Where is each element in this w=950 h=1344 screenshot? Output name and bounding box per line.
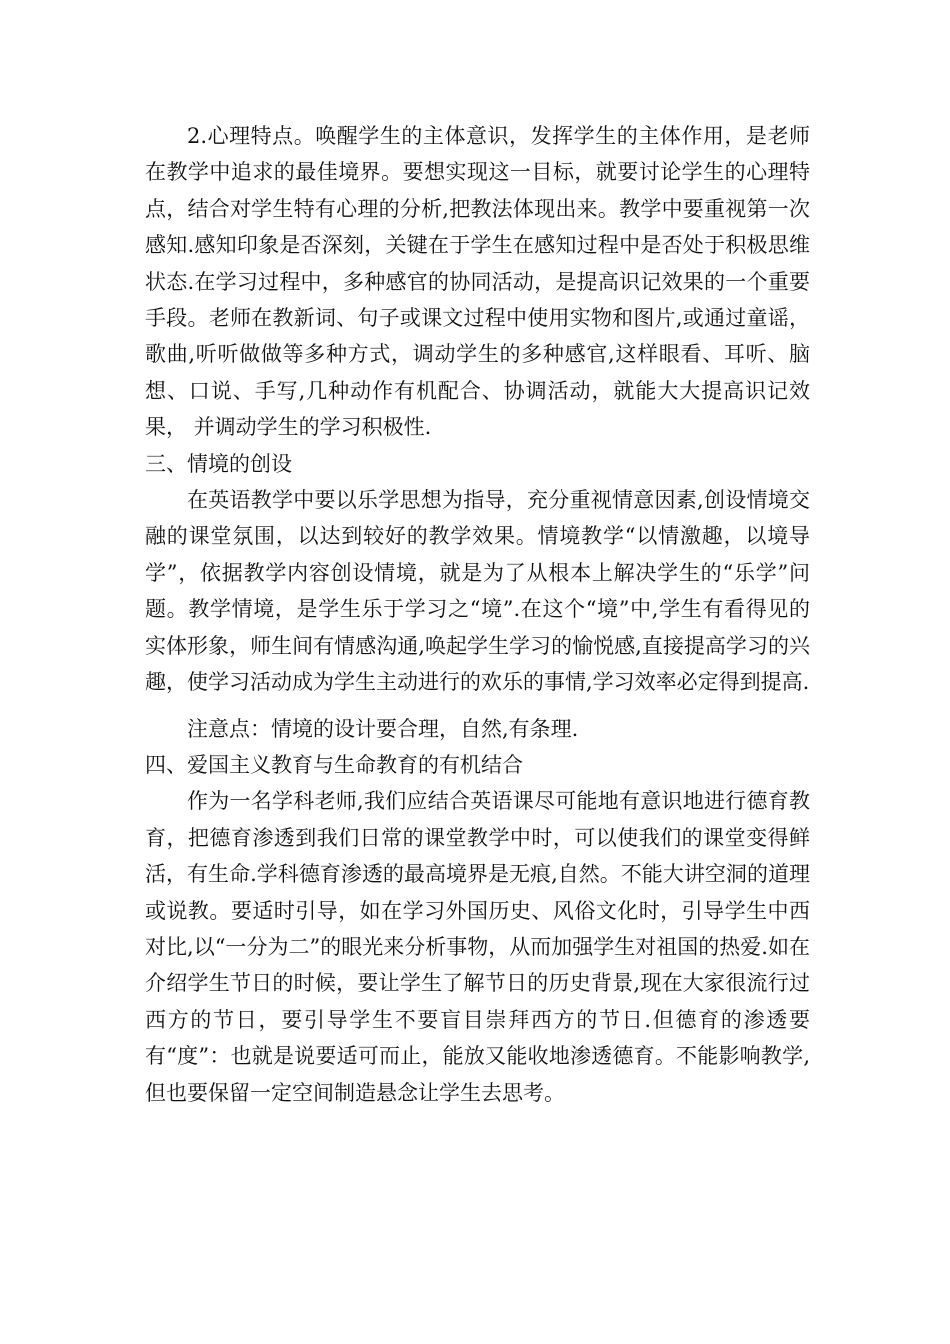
paragraph-psychological-traits: 2.心理特点。唤醒学生的主体意识，发挥学生的主体作用，是老师在教学中追求的最佳境界。要想实现这一目标，就要讨论学生的心理特点，结合对学生特有心理的分析,把教法体现出来。教学中要重视第一次感知.感知印象是否深刻，关键在于学生在感知过程中是否处于积极思维状态.在学习过程中，多种感官的协同活动，是提高识记效果的一个重要手段。老师在教新词、句子或课文过程中使用实物和图片,或通过童谣，歌曲,听听做做等多种方式，调动学生的多种感官,这样眼看、耳听、脑想、口说、手写,几种动作有机配合、协调活动，就能大大提高识记效果， 并调动学生的学习积极性.: [145, 124, 810, 440]
paragraph-situation-teaching: 在英语教学中要以乐学思想为指导，充分重视情意因素,创设情境交融的课堂氛围，以达到较好的教学效果。情境教学“以情激趣，以境导学”，依据教学内容创设情境，就是为了从根本上解决学生的“乐学”问题。教学情境，是学生乐于学习之“境”.在这个“境”中,学生有看得见的实体形象，师生间有情感沟通,唤起学生学习的愉悦感,直接提高学习的兴趣，使学习活动成为学生主动进行的欢乐的事情,学习效率必定得到提高.: [145, 488, 810, 695]
section-heading-situation-creation: 三、情境的创设: [145, 451, 292, 476]
paragraph-moral-education: 作为一名学科老师,我们应结合英语课尽可能地有意识地进行德育教育，把德育渗透到我们日常的课堂教学中时，可以使我们的课堂变得鲜活，有生命.学科德育渗透的最高境界是无痕,自然。不能大讲空洞的道理或说教。要适时引导，如在学习外国历史、风俗文化时，引导学生中西对比,以“一分为二”的眼光来分析事物，从而加强学生对祖国的热爱.如在介绍学生节日的时候，要让学生了解节日的历史背景,现在大家很流行过西方的节日，要引导学生不要盲目崇拜西方的节日.但德育的渗透要有“度”：也就是说要适可而止，能放又能收地渗透德育。不能影响教学,但也要保留一定空间制造悬念让学生去思考。: [145, 789, 810, 1105]
paragraph-notes: 注意点：情境的设计要合理，自然,有条理.: [187, 716, 579, 741]
document-page: [145, 118, 810, 1111]
section-heading-patriotic-education: 四、爱国主义教育与生命教育的有机结合: [145, 752, 523, 777]
